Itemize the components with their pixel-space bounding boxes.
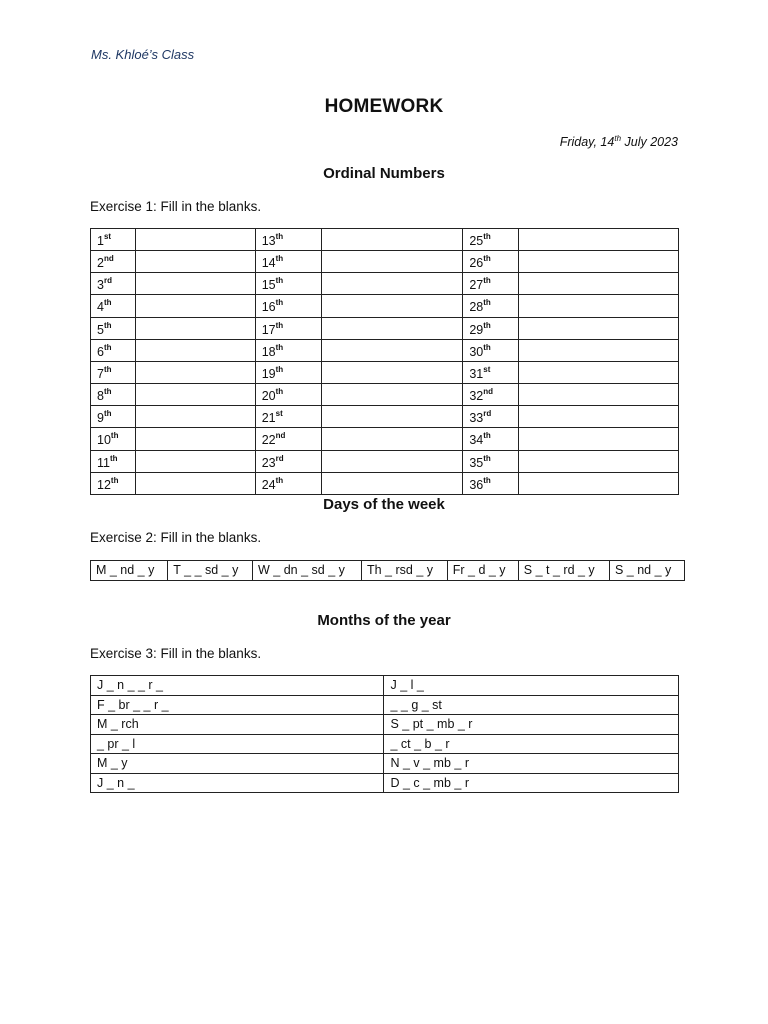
ordinal-suffix: nd <box>103 254 114 264</box>
ordinal-number-cell <box>255 295 321 317</box>
ordinal-number-cell <box>255 273 321 295</box>
answer-blank-cell[interactable] <box>519 339 679 361</box>
ordinal-number: 30 <box>469 344 484 359</box>
ordinal-number: 34 <box>469 433 484 448</box>
ordinal-suffix: th <box>483 276 491 286</box>
answer-blank-cell[interactable] <box>321 450 463 472</box>
ordinal-suffix: rd <box>103 276 112 286</box>
month-blank-cell[interactable]: N _ v _ mb _ r <box>384 754 679 774</box>
date-month-year: July 2023 <box>621 135 678 150</box>
table-row <box>91 251 679 273</box>
answer-blank-cell[interactable] <box>135 450 255 472</box>
day-blank-cell[interactable]: Th _ rsd _ y <box>362 561 448 581</box>
ordinal-number: 15 <box>261 278 276 293</box>
month-blank-cell[interactable]: J _ n _ _ r _ <box>91 676 384 696</box>
answer-blank-cell[interactable] <box>519 428 679 450</box>
answer-blank-cell[interactable] <box>135 384 255 406</box>
ordinal-suffix: th <box>483 475 491 485</box>
ordinal-number: 23 <box>261 455 276 470</box>
ordinal-number-cell <box>463 428 519 450</box>
ordinal-suffix: th <box>103 342 112 352</box>
ordinal-suffix: th <box>275 232 284 241</box>
answer-blank-cell[interactable] <box>135 295 255 317</box>
ordinal-number: 21 <box>261 411 276 426</box>
ordinal-number: 6 <box>97 344 104 359</box>
table-row <box>91 773 679 793</box>
ordinal-number: 11 <box>97 455 110 470</box>
ordinal-number-cell <box>91 472 136 494</box>
ordinal-number: 17 <box>261 322 276 337</box>
answer-blank-cell[interactable] <box>135 428 255 450</box>
month-blank-cell[interactable]: M _ rch <box>91 715 384 735</box>
ordinal-suffix: th <box>275 364 284 374</box>
answer-blank-cell[interactable] <box>321 361 463 383</box>
table-row <box>91 317 679 339</box>
ordinal-suffix: th <box>483 342 491 352</box>
answer-blank-cell[interactable] <box>519 317 679 339</box>
ordinal-number: 31 <box>469 367 484 382</box>
months-of-year-table <box>90 675 679 793</box>
ordinal-number: 36 <box>469 477 484 492</box>
ordinal-number-cell <box>463 339 519 361</box>
answer-blank-cell[interactable] <box>135 251 255 273</box>
table-row <box>91 472 679 494</box>
ordinal-suffix: th <box>275 276 284 286</box>
table-row <box>91 561 685 581</box>
ordinal-suffix: nd <box>483 387 494 397</box>
exercise-1-instruction: Exercise 1: Fill in the blanks. <box>90 199 262 214</box>
ordinal-suffix: th <box>275 342 284 352</box>
day-blank-cell[interactable]: W _ dn _ sd _ y <box>253 561 362 581</box>
answer-blank-cell[interactable] <box>321 428 463 450</box>
table-row <box>91 676 679 696</box>
ordinal-number: 9 <box>97 411 104 426</box>
answer-blank-cell[interactable] <box>519 295 679 317</box>
ordinal-suffix: th <box>275 298 284 308</box>
page-title: HOMEWORK <box>324 96 444 117</box>
ordinal-number-cell <box>91 450 136 472</box>
ordinal-number: 27 <box>469 278 484 293</box>
ordinal-number-cell <box>91 384 136 406</box>
exercise-2-instruction: Exercise 2: Fill in the blanks. <box>90 530 262 545</box>
ordinal-number-cell <box>463 361 519 383</box>
ordinal-suffix: th <box>103 320 112 330</box>
ordinal-number: 19 <box>261 367 276 382</box>
ordinal-number-cell <box>91 251 136 273</box>
ordinal-suffix: th <box>110 431 119 441</box>
ordinal-number: 18 <box>261 344 276 359</box>
ordinal-suffix: nd <box>275 431 286 441</box>
answer-blank-cell[interactable] <box>321 406 463 428</box>
ordinal-number: 10 <box>97 433 111 448</box>
ordinal-number-cell <box>255 317 321 339</box>
answer-blank-cell[interactable] <box>519 450 679 472</box>
answer-blank-cell[interactable] <box>321 229 463 251</box>
ordinal-number-cell <box>463 251 519 273</box>
answer-blank-cell[interactable] <box>519 406 679 428</box>
ordinal-suffix: th <box>103 298 112 308</box>
table-row <box>91 695 679 715</box>
ordinal-number-cell <box>463 406 519 428</box>
ordinal-number: 12 <box>97 477 111 492</box>
ordinal-suffix: th <box>483 431 491 441</box>
table-row <box>91 406 679 428</box>
ordinal-suffix: st <box>275 409 283 419</box>
answer-blank-cell[interactable] <box>519 229 679 251</box>
days-of-week-table <box>90 560 685 581</box>
ordinal-number-cell <box>463 472 519 494</box>
answer-blank-cell[interactable] <box>135 361 255 383</box>
ordinal-number-cell <box>255 450 321 472</box>
ordinal-number: 3 <box>97 278 104 293</box>
answer-blank-cell[interactable] <box>135 229 255 251</box>
ordinal-number: 24 <box>261 477 276 492</box>
answer-blank-cell[interactable] <box>135 472 255 494</box>
ordinal-number: 16 <box>261 300 276 315</box>
ordinal-number: 5 <box>97 322 104 337</box>
class-name: Ms. Khloé’s Class <box>91 47 195 62</box>
day-blank-cell[interactable]: Fr _ d _ y <box>447 561 518 581</box>
ordinal-numbers-table <box>90 228 679 495</box>
answer-blank-cell[interactable] <box>321 273 463 295</box>
month-blank-cell[interactable]: J _ l _ <box>384 676 679 696</box>
date-day: Friday, 14 <box>559 135 615 150</box>
month-blank-cell[interactable]: S _ pt _ mb _ r <box>384 715 679 735</box>
homework-date <box>560 134 678 149</box>
ordinal-number-cell <box>463 384 519 406</box>
table-row <box>91 273 679 295</box>
ordinal-suffix: st <box>103 232 112 241</box>
month-blank-cell[interactable]: D _ c _ mb _ r <box>384 773 679 793</box>
ordinal-suffix: th <box>483 298 491 308</box>
ordinal-number-cell <box>255 361 321 383</box>
ordinal-number-cell <box>463 295 519 317</box>
ordinal-suffix: th <box>103 387 112 397</box>
table-row <box>91 384 679 406</box>
ordinal-number-cell <box>255 339 321 361</box>
ordinal-number: 20 <box>261 389 276 404</box>
answer-blank-cell[interactable] <box>135 339 255 361</box>
table-row <box>91 229 679 251</box>
ordinal-number-cell <box>91 273 136 295</box>
ordinal-number-cell <box>255 384 321 406</box>
answer-blank-cell[interactable] <box>321 251 463 273</box>
ordinal-suffix: th <box>110 475 119 485</box>
ordinal-number-cell <box>91 317 136 339</box>
section-title-ordinal-numbers: Ordinal Numbers <box>323 165 445 182</box>
ordinal-number-cell <box>255 428 321 450</box>
ordinal-number: 14 <box>261 256 276 271</box>
ordinal-number: 1 <box>97 234 104 249</box>
ordinal-suffix: st <box>483 364 491 374</box>
answer-blank-cell[interactable] <box>321 317 463 339</box>
ordinal-number: 32 <box>469 389 484 404</box>
day-blank-cell[interactable]: S _ nd _ y <box>609 561 684 581</box>
table-row <box>91 734 679 754</box>
ordinal-number: 25 <box>469 234 484 249</box>
month-blank-cell[interactable]: _ ct _ b _ r <box>384 734 679 754</box>
month-blank-cell[interactable]: _ _ g _ st <box>384 695 679 715</box>
answer-blank-cell[interactable] <box>519 251 679 273</box>
ordinal-number: 35 <box>469 455 484 470</box>
day-blank-cell[interactable]: S _ t _ rd _ y <box>518 561 609 581</box>
answer-blank-cell[interactable] <box>135 406 255 428</box>
ordinal-suffix: rd <box>483 409 492 419</box>
month-blank-cell[interactable]: M _ y <box>91 754 384 774</box>
ordinal-number-cell <box>91 295 136 317</box>
table-row <box>91 754 679 774</box>
ordinal-suffix: th <box>275 254 284 264</box>
ordinal-number-cell <box>463 273 519 295</box>
section-title-months-of-the-year: Months of the year <box>317 612 451 629</box>
day-blank-cell[interactable]: T _ _ sd _ y <box>168 561 253 581</box>
ordinal-number-cell <box>463 229 519 251</box>
ordinal-number: 8 <box>97 389 104 404</box>
table-row <box>91 715 679 735</box>
ordinal-number: 7 <box>97 367 104 382</box>
answer-blank-cell[interactable] <box>519 273 679 295</box>
answer-blank-cell[interactable] <box>519 472 679 494</box>
table-row <box>91 428 679 450</box>
ordinal-number-cell <box>463 450 519 472</box>
ordinal-number: 29 <box>469 322 484 337</box>
ordinal-number: 2 <box>97 256 104 271</box>
ordinal-number: 33 <box>469 411 484 426</box>
month-blank-cell[interactable]: J _ n _ <box>91 773 384 793</box>
date-ordinal-suffix: th <box>614 134 622 143</box>
table-row <box>91 295 679 317</box>
ordinal-suffix: rd <box>275 453 284 463</box>
ordinal-suffix: th <box>483 453 491 463</box>
ordinal-number-cell <box>255 251 321 273</box>
answer-blank-cell[interactable] <box>135 273 255 295</box>
ordinal-suffix: th <box>275 475 284 485</box>
ordinal-number: 13 <box>261 234 276 249</box>
answer-blank-cell[interactable] <box>519 384 679 406</box>
ordinal-suffix: th <box>103 409 112 419</box>
ordinal-suffix: th <box>275 320 284 330</box>
ordinal-number: 26 <box>469 256 484 271</box>
ordinal-number-cell <box>255 229 321 251</box>
answer-blank-cell[interactable] <box>321 384 463 406</box>
ordinal-number: 4 <box>97 300 104 315</box>
ordinal-number-cell <box>255 472 321 494</box>
ordinal-suffix: th <box>483 232 491 241</box>
ordinal-suffix: th <box>483 254 491 264</box>
ordinal-number: 22 <box>261 433 276 448</box>
ordinal-number-cell <box>91 339 136 361</box>
ordinal-number-cell <box>91 428 136 450</box>
ordinal-suffix: th <box>275 387 284 397</box>
answer-blank-cell[interactable] <box>321 339 463 361</box>
ordinal-number-cell <box>91 361 136 383</box>
month-blank-cell[interactable]: F _ br _ _ r _ <box>91 695 384 715</box>
day-blank-cell[interactable]: M _ nd _ y <box>91 561 168 581</box>
ordinal-suffix: th <box>103 364 112 374</box>
exercise-3-instruction: Exercise 3: Fill in the blanks. <box>90 646 262 661</box>
answer-blank-cell[interactable] <box>321 295 463 317</box>
section-title-days-of-the-week: Days of the week <box>323 496 445 513</box>
ordinal-suffix: th <box>483 320 491 330</box>
answer-blank-cell[interactable] <box>321 472 463 494</box>
table-row <box>91 339 679 361</box>
ordinal-number: 28 <box>469 300 484 315</box>
answer-blank-cell[interactable] <box>519 361 679 383</box>
table-row <box>91 450 679 472</box>
table-row <box>91 361 679 383</box>
ordinal-number-cell <box>91 406 136 428</box>
ordinal-number-cell <box>463 317 519 339</box>
ordinal-number-cell <box>255 406 321 428</box>
ordinal-suffix: th <box>109 453 118 463</box>
answer-blank-cell[interactable] <box>135 317 255 339</box>
ordinal-number-cell <box>91 229 136 251</box>
month-blank-cell[interactable]: _ pr _ l <box>91 734 384 754</box>
